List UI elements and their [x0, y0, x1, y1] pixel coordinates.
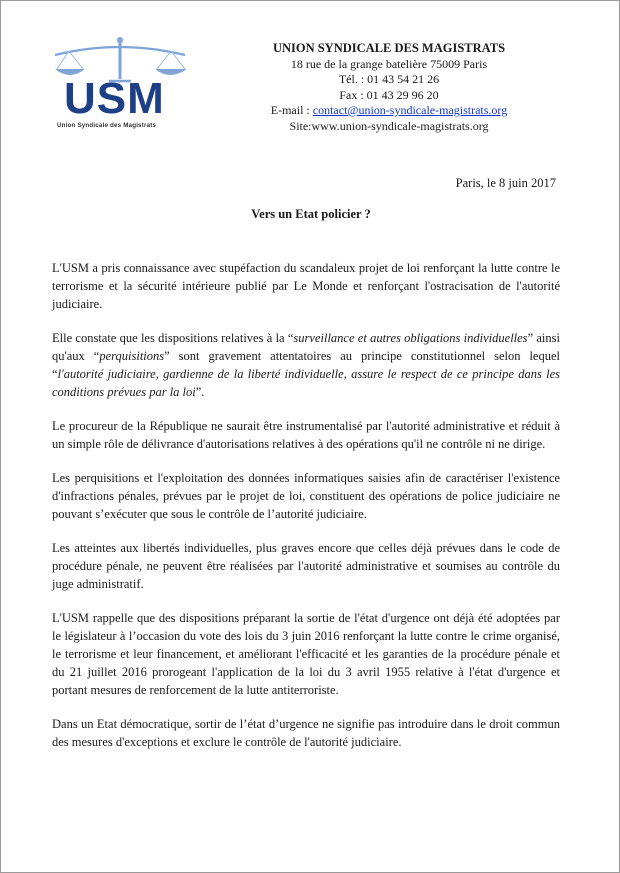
p2-text-e: ” sont gravement attentatoires au principe constitutionnel selon lequel “	[52, 349, 560, 381]
letterhead	[239, 41, 539, 134]
p2-quote-perquisitions: perquisitions	[99, 349, 165, 363]
logo-full-name: Union Syndicale des Magistrats	[57, 122, 157, 129]
org-site: Site:www.union-syndicale-magistrats.org	[289, 118, 489, 133]
email-label: E-mail :	[270, 103, 310, 117]
paragraph-3: Le procureur de la République ne saurait être instrumentalisé par l'autorité administrative et réduit à un simple rôle de délivrance d'autorisations relatives à des opérations qu'il ne contrôle ni ne dirige.	[52, 419, 560, 451]
letter-date: Paris, le 8 juin 2017	[455, 176, 556, 190]
p2-quote-surveillance: surveillance et autres obligations individuelles	[293, 331, 528, 345]
org-fax: Fax : 01 43 29 96 20	[339, 87, 439, 102]
org-address: 18 rue de la grange batelière 75009 Paris	[290, 56, 488, 71]
p2-quote-principle: l'autorité judiciaire, gardienne de la liberté individuelle, assure le respect de ce principe dans les conditions prévues par la loi	[52, 367, 560, 399]
paragraph-7: Dans un Etat démocratique, sortir de l’état d’urgence ne signifie pas introduire dans le droit commun des mesures d'exceptions et exclure le contrôle de l'autorité judiciaire.	[52, 717, 560, 749]
paragraph-5: Les atteintes aux libertés individuelles, plus graves encore que celles déjà prévues dans le code de procédure pénale, ne peuvent être réalisées par l'autorité administrative et soumises au contrôle du juge administratif.	[52, 541, 560, 591]
paragraph-2	[52, 329, 560, 401]
p2-text-a: Elle constate que les dispositions relatives à la “	[52, 331, 294, 345]
paragraph-1: L'USM a pris connaissance avec stupéfaction du scandaleux projet de loi renforçant la lutte contre le terrorisme et la sécurité intérieure publié par Le Monde et renforçant l'ostracisation de l'autorité judiciaire.	[52, 261, 560, 311]
p2-text-c: ” ainsi qu'aux “	[52, 331, 560, 363]
email-link[interactable]: contact@union-syndicale-magistrats.org	[312, 103, 508, 117]
paragraph-6: L'USM rappelle que des dispositions préparant la sortie de l'état d'urgence ont déjà été adoptées par le législateur à l’occasion du vote des lois du 3 juin 2016 renforçant la lutte contre le crime organisé, le terrorisme et leur financement, et améliorant l'efficacité et les garanties de la procédure pénale et du 21 juillet 2016 prorogeant l'application de la loi du 3 avril 1955 relative à l'état d'urgence et portant mesures de renforcement de la lutte antiterroriste.	[52, 611, 560, 697]
usm-logo	[45, 35, 197, 135]
org-tel: Tél. : 01 43 54 21 26	[338, 72, 440, 86]
logo-abbr: USM	[64, 74, 165, 123]
p2-text-g: ”.	[195, 385, 205, 399]
document-title: Vers un Etat policier ?	[251, 207, 371, 221]
paragraph-4: Les perquisitions et l'exploitation des données informatiques saisies afin de caractériser l'existence d'infractions pénales, prévues par le projet de loi, constituent des opérations de police judiciaire ne pouvant s’exécuter que sous le contrôle de l’autorité judiciaire.	[52, 471, 560, 521]
org-email-line	[239, 103, 539, 119]
document-body	[52, 259, 560, 767]
org-name: UNION SYNDICALE DES MAGISTRATS	[272, 41, 506, 55]
